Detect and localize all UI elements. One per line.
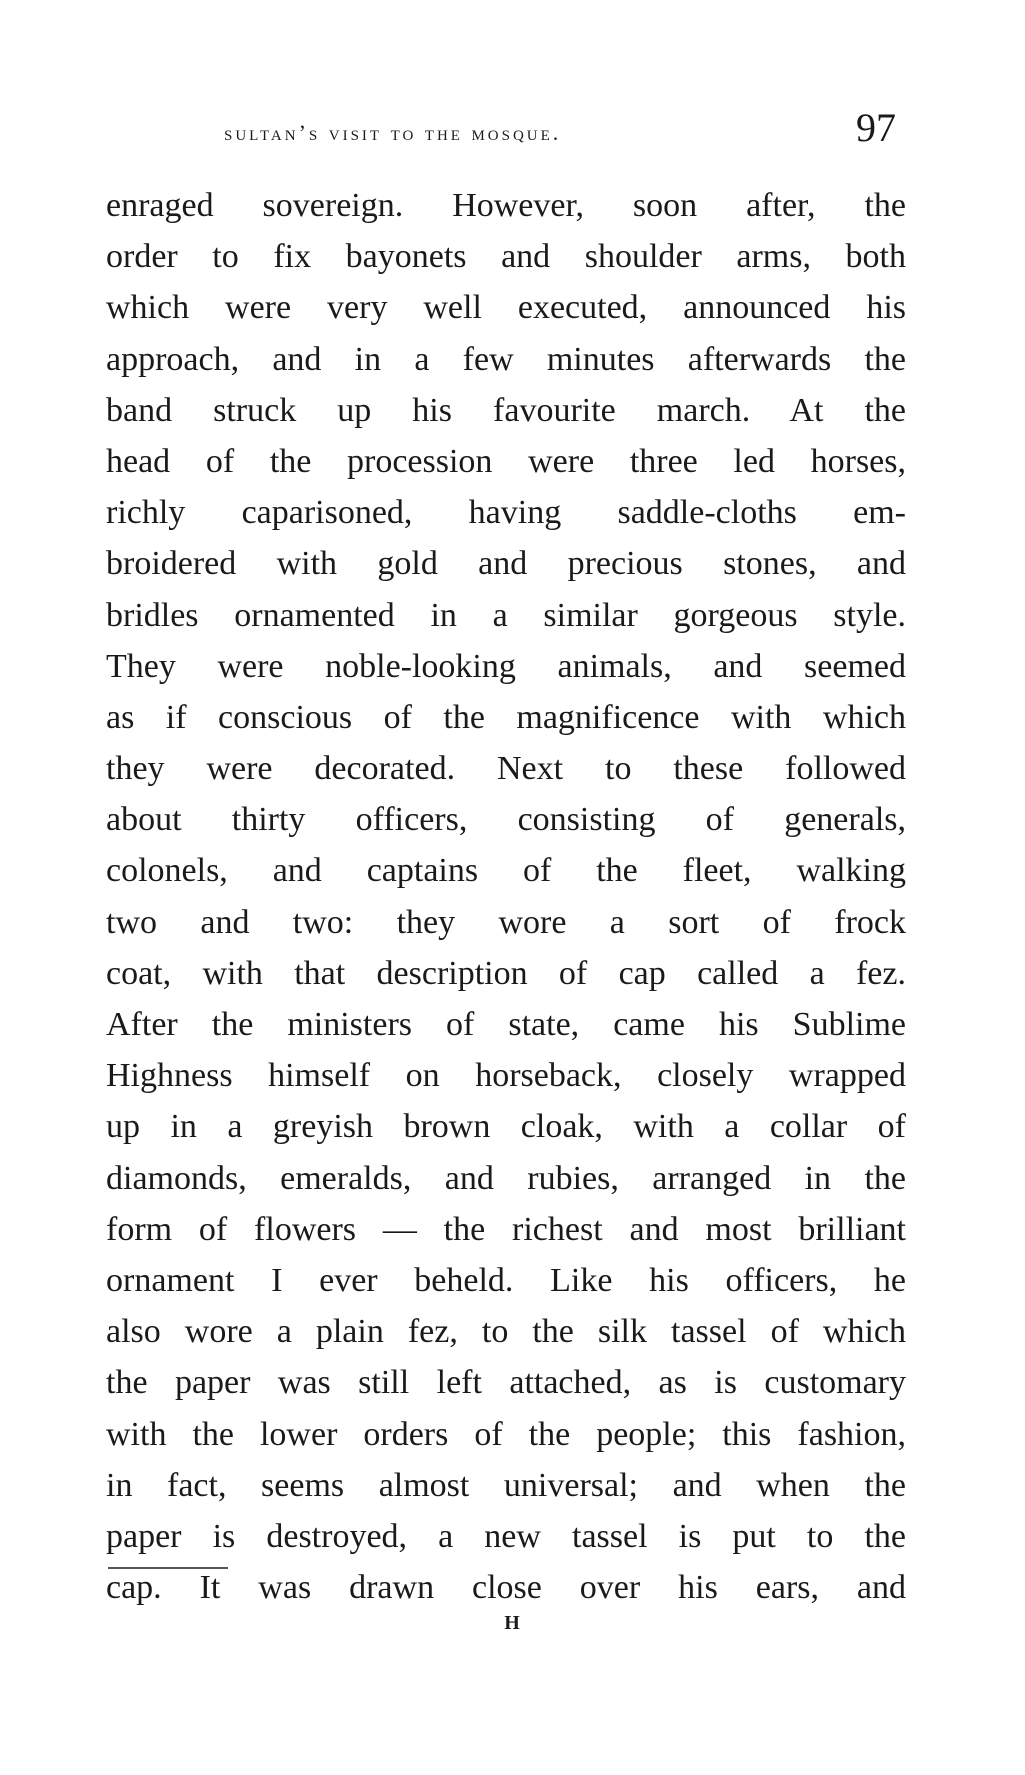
running-title: sultan’s visit to the mosque.	[224, 120, 562, 145]
text-line: with the lower orders of the people; this fashion,	[106, 1415, 906, 1453]
text-line: the paper was still left attached, as is customary	[106, 1364, 906, 1402]
text-line: in fact, seems almost universal; and when the	[106, 1466, 906, 1504]
text-line: After the ministers of state, came his Sublime	[106, 1006, 906, 1043]
text-line: diamonds, emeralds, and rubies, arranged in the	[106, 1159, 906, 1197]
text-line: they were decorated. Next to these followed	[106, 750, 906, 788]
text-line: coat, with that description of cap called a fez.	[106, 954, 906, 992]
body-text	[106, 180, 906, 1613]
text-line: band struck up his favourite march. At the	[106, 391, 906, 429]
ink-underline-mark	[108, 1567, 228, 1569]
text-line: Highness himself on horseback, closely wrapped	[106, 1057, 906, 1095]
text-line: bridles ornamented in a similar gorgeous style.	[106, 596, 906, 634]
text-line: also wore a plain fez, to the silk tassel of which	[106, 1313, 906, 1351]
text-line: They were noble-looking animals, and seemed	[106, 647, 906, 685]
text-line: paper is destroyed, a new tassel is put to the	[106, 1517, 906, 1555]
text-line: as if conscious of the magnificence with which	[106, 698, 906, 736]
text-line: which were very well executed, announced his	[106, 289, 906, 327]
text-line: up in a greyish brown cloak, with a collar of	[106, 1108, 906, 1146]
text-line: two and two: they wore a sort of frock	[106, 903, 906, 941]
text-line: order to fix bayonets and shoulder arms, both	[106, 238, 906, 276]
running-head	[0, 104, 1025, 154]
text-line: form of flowers — the richest and most brilliant	[106, 1210, 906, 1248]
text-line: about thirty officers, consisting of generals,	[106, 801, 906, 839]
signature-mark: H	[504, 1612, 521, 1634]
text-line: head of the procession were three led horses,	[106, 442, 906, 480]
text-line: enraged sovereign. However, soon after, the	[106, 187, 906, 224]
text-line: richly caparisoned, having saddle-cloths em-	[106, 494, 906, 532]
text-line: ornament I ever beheld. Like his officers, he	[106, 1261, 906, 1299]
text-line: colonels, and captains of the fleet, walking	[106, 852, 906, 890]
page-number: 97	[856, 105, 896, 150]
text-line: approach, and in a few minutes afterwards the	[106, 340, 906, 378]
text-line: cap. It was drawn close over his ears, and	[106, 1569, 906, 1607]
text-line: broidered with gold and precious stones, and	[106, 545, 906, 583]
